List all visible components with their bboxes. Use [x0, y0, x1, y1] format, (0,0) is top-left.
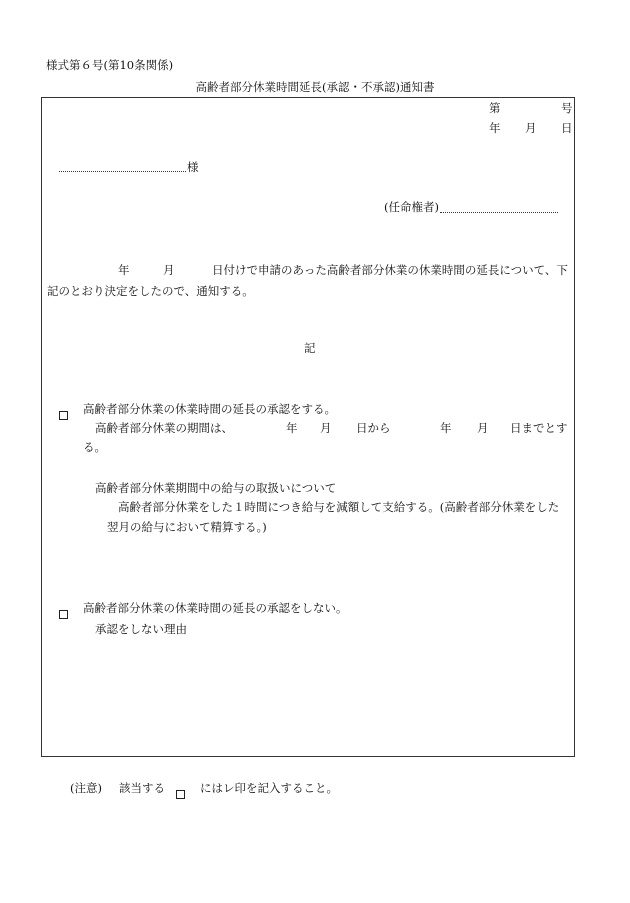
header-hi: 日 — [561, 121, 573, 135]
period-label: 高齢者部分休業の期間は、 — [95, 421, 233, 435]
addressee-line — [59, 171, 186, 172]
period-tsuki1: 月 — [320, 421, 332, 435]
salary-heading: 高齢者部分休業期間中の給与の取扱いについて — [95, 481, 337, 495]
deny-reason-label: 承認をしない理由 — [95, 622, 187, 636]
salary-line2: 翌月の給与において精算する。) — [107, 520, 267, 534]
deny-heading: 高齢者部分休業の休業時間の延長の承認をしない。 — [83, 601, 348, 615]
ki-label: 記 — [304, 341, 316, 355]
deny-checkbox[interactable] — [59, 603, 68, 622]
period-hi-made: 日までとす — [510, 421, 568, 435]
period-end: る。 — [83, 440, 106, 454]
header-dai: 第 — [489, 101, 501, 115]
note-label: (注意) — [70, 781, 102, 795]
note-box-icon — [176, 783, 185, 802]
period-tsuki2: 月 — [477, 421, 489, 435]
body-tsuki: 月 — [163, 263, 175, 277]
document-title: 高齢者部分休業時間延長(承認・不承認)通知書 — [195, 80, 435, 94]
period-nen2: 年 — [440, 421, 452, 435]
body-line2: 記のとおり決定をしたので、通知する。 — [47, 284, 254, 298]
appointer-line — [440, 212, 558, 213]
body-nen: 年 — [118, 263, 130, 277]
body-line1: 日付けで申請のあった高齢者部分休業の休業時間の延長について、下 — [212, 263, 568, 277]
approve-heading: 高齢者部分休業の休業時間の延長の承認をする。 — [83, 402, 336, 416]
note-text1: 該当する — [119, 781, 165, 795]
approve-checkbox[interactable] — [59, 404, 68, 423]
period-nen1: 年 — [286, 421, 298, 435]
addressee-sama: 様 — [187, 160, 199, 174]
period-hi-kara: 日から — [356, 421, 391, 435]
form-number: 様式第６号(第10条関係) — [46, 58, 174, 72]
appointer-label: (任命権者) — [384, 200, 439, 214]
salary-line1: 高齢者部分休業をした１時間につき給与を減額して支給する。(高齢者部分休業をした — [118, 500, 560, 514]
header-go: 号 — [561, 101, 573, 115]
header-tsuki: 月 — [525, 121, 537, 135]
note-text2: にはレ印を記入すること。 — [200, 781, 338, 795]
header-nen: 年 — [489, 121, 501, 135]
